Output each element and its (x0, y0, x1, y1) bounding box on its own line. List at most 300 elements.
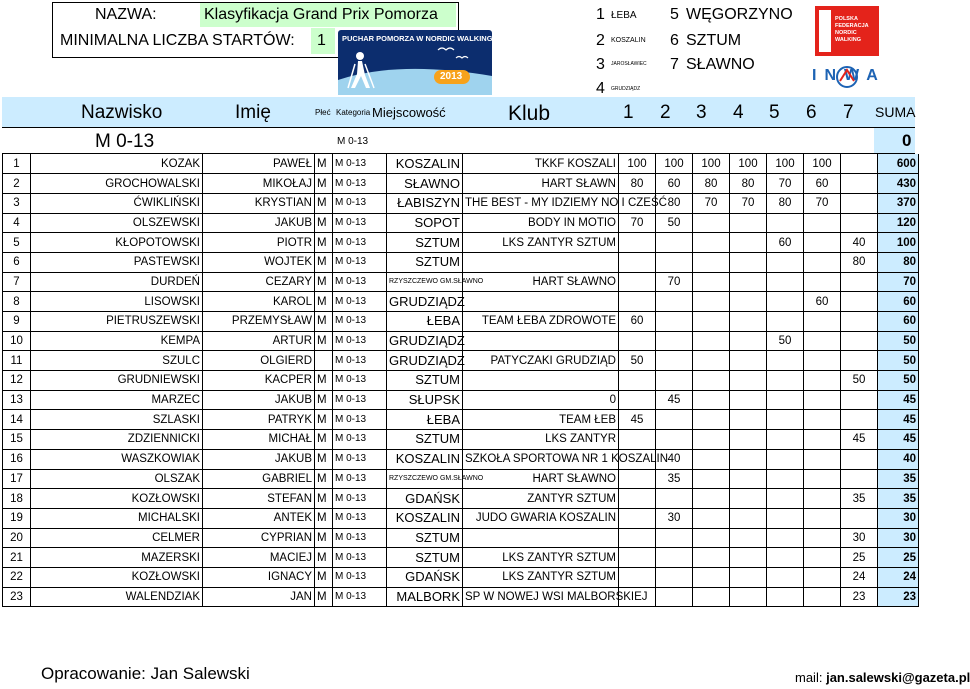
cell-round-6 (804, 312, 841, 332)
cell-round-7: 30 (841, 528, 878, 548)
cell-round-4: 70 (730, 193, 767, 213)
cell-sex: M (315, 252, 333, 272)
cell-category: M 0-13 (333, 351, 387, 371)
cell-round-3 (693, 410, 730, 430)
min-starts-label: MINIMALNA LICZBA STARTÓW: (60, 32, 295, 49)
cell-round-1: 45 (619, 410, 656, 430)
cell-category: M 0-13 (333, 430, 387, 450)
results-table (2, 154, 919, 607)
table-row (3, 410, 919, 430)
cell-round-2 (656, 587, 693, 607)
cell-city: SZTUM (387, 371, 463, 391)
cell-rank: 7 (3, 272, 31, 292)
cell-sex: M (315, 430, 333, 450)
cell-surname: DURDEŃ (31, 272, 203, 292)
cell-round-6: 70 (804, 193, 841, 213)
cell-round-4 (730, 351, 767, 371)
cell-round-5 (767, 371, 804, 391)
cell-round-4 (730, 430, 767, 450)
cell-round-7 (841, 410, 878, 430)
cell-round-2: 100 (656, 154, 693, 174)
cell-round-7: 23 (841, 587, 878, 607)
name-value: Klasyfikacja Grand Prix Pomorza (204, 6, 438, 23)
club-7-name: SŁAWNO (686, 56, 755, 73)
cell-round-1 (619, 371, 656, 391)
cell-round-6 (804, 548, 841, 568)
table-row (3, 449, 919, 469)
cell-round-5 (767, 213, 804, 233)
cell-round-1: 80 (619, 174, 656, 194)
cell-city: GRUDZIĄDZ (387, 292, 463, 312)
cell-round-5 (767, 587, 804, 607)
cell-round-6 (804, 449, 841, 469)
club-3-num: 3 (596, 56, 605, 73)
cell-round-1: 70 (619, 213, 656, 233)
cell-round-6 (804, 331, 841, 351)
cell-round-5: 60 (767, 233, 804, 253)
cell-city: SZTUM (387, 233, 463, 253)
cell-city: SZTUM (387, 430, 463, 450)
cell-rank: 22 (3, 567, 31, 587)
col-firstname: Imię (235, 102, 271, 123)
cell-firstname: KACPER (203, 371, 315, 391)
club-5-name: WĘGORZYNO (686, 6, 793, 23)
cell-round-7: 24 (841, 567, 878, 587)
cell-sex: M (315, 508, 333, 528)
cell-category: M 0-13 (333, 154, 387, 174)
cell-firstname: IGNACY (203, 567, 315, 587)
cell-round-1 (619, 252, 656, 272)
cell-club: LKS ZANTYR SZTUM (463, 548, 619, 568)
cell-round-6 (804, 587, 841, 607)
cell-category: M 0-13 (333, 469, 387, 489)
cell-surname: KOZŁOWSKI (31, 489, 203, 509)
cell-sum: 60 (878, 312, 919, 332)
cell-surname: GRUDNIEWSKI (31, 371, 203, 391)
cell-club: LKS ZANTYR SZTUM (463, 567, 619, 587)
cell-round-3: 80 (693, 174, 730, 194)
table-row (3, 430, 919, 450)
cell-round-5 (767, 548, 804, 568)
cell-round-3 (693, 489, 730, 509)
cell-round-4 (730, 312, 767, 332)
cell-sex: M (315, 548, 333, 568)
cell-club (463, 371, 619, 391)
cell-round-6 (804, 567, 841, 587)
cell-surname: MAZERSKI (31, 548, 203, 568)
cell-surname: LISOWSKI (31, 292, 203, 312)
cell-club: HART SŁAWNO (463, 272, 619, 292)
cell-round-5: 70 (767, 174, 804, 194)
federation-line-3: NORDIC (835, 30, 857, 36)
col-club: Klub (508, 102, 551, 125)
cell-firstname: CYPRIAN (203, 528, 315, 548)
cell-category: M 0-13 (333, 508, 387, 528)
cell-round-4 (730, 390, 767, 410)
cell-category: M 0-13 (333, 567, 387, 587)
cell-round-3: 70 (693, 193, 730, 213)
cell-rank: 14 (3, 410, 31, 430)
cell-surname: WALENDZIAK (31, 587, 203, 607)
cell-round-6 (804, 410, 841, 430)
cell-round-4 (730, 292, 767, 312)
cell-round-4 (730, 469, 767, 489)
cell-round-3 (693, 272, 730, 292)
cell-round-3 (693, 292, 730, 312)
cell-round-4 (730, 331, 767, 351)
cell-round-5: 80 (767, 193, 804, 213)
cell-round-7: 45 (841, 430, 878, 450)
cell-sum: 35 (878, 489, 919, 509)
cell-round-2: 35 (656, 469, 693, 489)
cell-sex: M (315, 312, 333, 332)
cell-club: LKS ZANTYR SZTUM (463, 233, 619, 253)
cell-rank: 3 (3, 193, 31, 213)
cell-firstname: JAKUB (203, 213, 315, 233)
cell-sum: 120 (878, 213, 919, 233)
cell-round-5 (767, 489, 804, 509)
cell-round-4 (730, 528, 767, 548)
cell-city: KOSZALIN (387, 508, 463, 528)
club-4-num: 4 (596, 80, 605, 97)
cell-firstname: PAWEŁ (203, 154, 315, 174)
cell-category: M 0-13 (333, 233, 387, 253)
cell-round-3 (693, 587, 730, 607)
cell-sum: 35 (878, 469, 919, 489)
cell-surname: OLSZAK (31, 469, 203, 489)
cell-round-7 (841, 272, 878, 292)
cell-category: M 0-13 (333, 548, 387, 568)
cell-round-3 (693, 449, 730, 469)
cell-category: M 0-13 (333, 528, 387, 548)
cell-sum: 45 (878, 390, 919, 410)
cell-category: M 0-13 (333, 331, 387, 351)
cell-sum: 23 (878, 587, 919, 607)
club-5-num: 5 (670, 6, 679, 23)
cell-club: THE BEST - MY IDZIEMY NO I CZEŚĆ (463, 193, 619, 213)
cell-sum: 45 (878, 410, 919, 430)
col-sex: Płeć (315, 108, 331, 117)
cell-round-5 (767, 252, 804, 272)
cell-category: M 0-13 (333, 193, 387, 213)
cell-sex: M (315, 154, 333, 174)
table-row (3, 292, 919, 312)
name-label: NAZWA: (95, 6, 157, 23)
category-sum: 0 (902, 131, 912, 150)
cell-round-7 (841, 154, 878, 174)
cell-round-7 (841, 331, 878, 351)
cell-round-3 (693, 528, 730, 548)
cell-rank: 5 (3, 233, 31, 253)
cell-round-2: 30 (656, 508, 693, 528)
cell-round-7 (841, 469, 878, 489)
cell-round-5 (767, 312, 804, 332)
cell-sex: M (315, 410, 333, 430)
cell-sum: 45 (878, 430, 919, 450)
cell-round-7 (841, 174, 878, 194)
cell-firstname: ANTEK (203, 508, 315, 528)
cell-firstname: WOJTEK (203, 252, 315, 272)
cell-city: KOSZALIN (387, 154, 463, 174)
cell-sex: M (315, 193, 333, 213)
cell-sum: 600 (878, 154, 919, 174)
cell-round-3 (693, 233, 730, 253)
cell-round-5 (767, 449, 804, 469)
federation-logo (815, 6, 879, 56)
cell-round-7 (841, 193, 878, 213)
logo-year: 2013 (440, 71, 463, 82)
cell-round-4 (730, 252, 767, 272)
cell-rank: 20 (3, 528, 31, 548)
cell-round-2 (656, 312, 693, 332)
cell-round-1: 60 (619, 312, 656, 332)
cell-round-1 (619, 272, 656, 292)
cell-sex: M (315, 528, 333, 548)
cell-sex: M (315, 371, 333, 391)
logo-text: PUCHAR POMORZA W NORDIC WALKING (342, 34, 493, 43)
cell-surname: SZLASKI (31, 410, 203, 430)
cell-round-2: 45 (656, 390, 693, 410)
cell-round-5 (767, 567, 804, 587)
cell-firstname: KRYSTIAN (203, 193, 315, 213)
cell-rank: 4 (3, 213, 31, 233)
cell-city: ŁEBA (387, 312, 463, 332)
cell-category: M 0-13 (333, 174, 387, 194)
cell-round-7 (841, 213, 878, 233)
cell-round-7: 25 (841, 548, 878, 568)
cell-firstname: PRZEMYSŁAW (203, 312, 315, 332)
cell-surname: KŁOPOTOWSKI (31, 233, 203, 253)
table-row (3, 371, 919, 391)
cell-round-6: 100 (804, 154, 841, 174)
cell-round-2 (656, 292, 693, 312)
cell-firstname: JAN (203, 587, 315, 607)
cell-firstname: KAROL (203, 292, 315, 312)
cell-round-6 (804, 390, 841, 410)
cell-surname: KEMPA (31, 331, 203, 351)
cell-round-5 (767, 390, 804, 410)
cell-sex (315, 351, 333, 371)
cell-round-1 (619, 390, 656, 410)
cell-round-5 (767, 292, 804, 312)
col-round-7: 7 (843, 102, 854, 123)
cell-sex: M (315, 587, 333, 607)
inwa-globe-icon (834, 66, 860, 88)
cell-rank: 10 (3, 331, 31, 351)
col-surname: Nazwisko (81, 102, 163, 123)
cell-firstname: MACIEJ (203, 548, 315, 568)
cell-round-7 (841, 390, 878, 410)
cell-round-3 (693, 567, 730, 587)
cell-city: SŁUPSK (387, 390, 463, 410)
club-6-num: 6 (670, 32, 679, 49)
column-header-row (2, 97, 915, 128)
table-row (3, 312, 919, 332)
cell-round-4 (730, 489, 767, 509)
cell-sum: 30 (878, 528, 919, 548)
cell-city: RZYSZCZEWO GM.SŁAWNO (387, 272, 463, 292)
cell-sum: 50 (878, 371, 919, 391)
cell-firstname: JAKUB (203, 449, 315, 469)
cell-sex: M (315, 331, 333, 351)
cell-sum: 70 (878, 272, 919, 292)
cell-club: ZANTYR SZTUM (463, 489, 619, 509)
cell-category: M 0-13 (333, 312, 387, 332)
cell-round-5 (767, 430, 804, 450)
col-round-5: 5 (769, 102, 780, 123)
cell-club (463, 292, 619, 312)
table-row (3, 331, 919, 351)
cell-surname: MICHALSKI (31, 508, 203, 528)
cell-round-4 (730, 449, 767, 469)
federation-line-4: WALKING (835, 37, 861, 43)
club-3-name: JAROSŁAWIEC (611, 61, 647, 67)
prepared-name: Jan Salewski (150, 664, 250, 683)
cell-round-1 (619, 567, 656, 587)
cell-sex: M (315, 272, 333, 292)
cell-round-6 (804, 489, 841, 509)
cell-firstname: PATRYK (203, 410, 315, 430)
cell-sex: M (315, 233, 333, 253)
cell-rank: 17 (3, 469, 31, 489)
category-row (2, 128, 915, 154)
cell-rank: 11 (3, 351, 31, 371)
cell-round-5: 50 (767, 331, 804, 351)
table-row (3, 193, 919, 213)
club-6-name: SZTUM (686, 32, 742, 49)
cell-club: SP W NOWEJ WSI MALBORSKIEJ (463, 587, 619, 607)
cell-round-2 (656, 430, 693, 450)
cell-firstname: PIOTR (203, 233, 315, 253)
table-row (3, 213, 919, 233)
cell-round-4 (730, 233, 767, 253)
cell-sum: 50 (878, 351, 919, 371)
cell-round-4 (730, 213, 767, 233)
cell-round-1 (619, 489, 656, 509)
cell-firstname: ARTUR (203, 331, 315, 351)
table-row (3, 469, 919, 489)
cell-rank: 1 (3, 154, 31, 174)
cell-round-3 (693, 213, 730, 233)
cell-city: SOPOT (387, 213, 463, 233)
col-round-3: 3 (696, 102, 707, 123)
cell-city: SZTUM (387, 528, 463, 548)
category-code: M 0-13 (337, 136, 369, 147)
table-row (3, 351, 919, 371)
cell-club (463, 331, 619, 351)
cell-round-6 (804, 528, 841, 548)
cell-rank: 12 (3, 371, 31, 391)
cell-rank: 9 (3, 312, 31, 332)
cell-round-6 (804, 233, 841, 253)
mail-value: jan.salewski@gazeta.pl (826, 670, 970, 685)
cell-round-3 (693, 508, 730, 528)
cell-surname: GROCHOWALSKI (31, 174, 203, 194)
cell-surname: PIETRUSZEWSKI (31, 312, 203, 332)
cell-club: JUDO GWARIA KOSZALIN (463, 508, 619, 528)
cell-round-3 (693, 371, 730, 391)
cell-round-6 (804, 371, 841, 391)
col-round-4: 4 (733, 102, 744, 123)
cell-round-3 (693, 430, 730, 450)
cell-round-6 (804, 213, 841, 233)
walker-figure-icon (819, 10, 831, 52)
cell-round-5 (767, 410, 804, 430)
cell-round-7 (841, 508, 878, 528)
cell-club: SZKOŁA SPORTOWA NR 1 KOSZALIN (463, 449, 619, 469)
cell-round-6 (804, 252, 841, 272)
cell-surname: MARZEC (31, 390, 203, 410)
cell-round-3 (693, 469, 730, 489)
cell-round-4 (730, 410, 767, 430)
cell-round-6 (804, 430, 841, 450)
club-2-name: KOSZALIN (611, 37, 646, 44)
club-1-num: 1 (596, 6, 605, 23)
cell-city: SZTUM (387, 252, 463, 272)
cell-round-4 (730, 548, 767, 568)
cell-club: LKS ZANTYR (463, 430, 619, 450)
cell-round-4 (730, 567, 767, 587)
footer-mail (795, 670, 970, 685)
cell-round-1 (619, 233, 656, 253)
cell-round-1 (619, 548, 656, 568)
cell-round-5 (767, 508, 804, 528)
cell-rank: 21 (3, 548, 31, 568)
cell-sum: 370 (878, 193, 919, 213)
cell-rank: 15 (3, 430, 31, 450)
cell-category: M 0-13 (333, 252, 387, 272)
cell-city: GDAŃSK (387, 567, 463, 587)
table-row (3, 587, 919, 607)
cell-surname: KOZAK (31, 154, 203, 174)
cell-surname: KOZŁOWSKI (31, 567, 203, 587)
cell-round-2 (656, 567, 693, 587)
cell-sum: 50 (878, 331, 919, 351)
cell-round-4 (730, 371, 767, 391)
footer-prepared (41, 664, 250, 684)
cell-category: M 0-13 (333, 292, 387, 312)
cell-round-2 (656, 489, 693, 509)
col-round-6: 6 (806, 102, 817, 123)
cell-round-4 (730, 508, 767, 528)
cell-round-2 (656, 371, 693, 391)
cell-round-2: 70 (656, 272, 693, 292)
inwa-text: INWA (812, 67, 886, 84)
cell-round-7: 35 (841, 489, 878, 509)
cell-round-2: 40 (656, 449, 693, 469)
cell-rank: 19 (3, 508, 31, 528)
cell-round-4: 100 (730, 154, 767, 174)
cell-round-6 (804, 469, 841, 489)
cell-sum: 60 (878, 292, 919, 312)
cell-rank: 13 (3, 390, 31, 410)
cell-surname: SZULC (31, 351, 203, 371)
cell-surname: CELMER (31, 528, 203, 548)
cell-club: 0 (463, 390, 619, 410)
cell-round-1 (619, 508, 656, 528)
cell-club (463, 252, 619, 272)
club-1-name: ŁEBA (611, 10, 637, 21)
cell-round-3 (693, 351, 730, 371)
cup-logo (338, 30, 492, 95)
cell-sex: M (315, 174, 333, 194)
federation-line-1: POLSKA (835, 16, 858, 22)
cell-category: M 0-13 (333, 489, 387, 509)
cell-city: GRUDZIĄDZ (387, 351, 463, 371)
cell-round-2 (656, 331, 693, 351)
cell-round-6 (804, 351, 841, 371)
cell-club: HART SŁAWN (463, 174, 619, 194)
